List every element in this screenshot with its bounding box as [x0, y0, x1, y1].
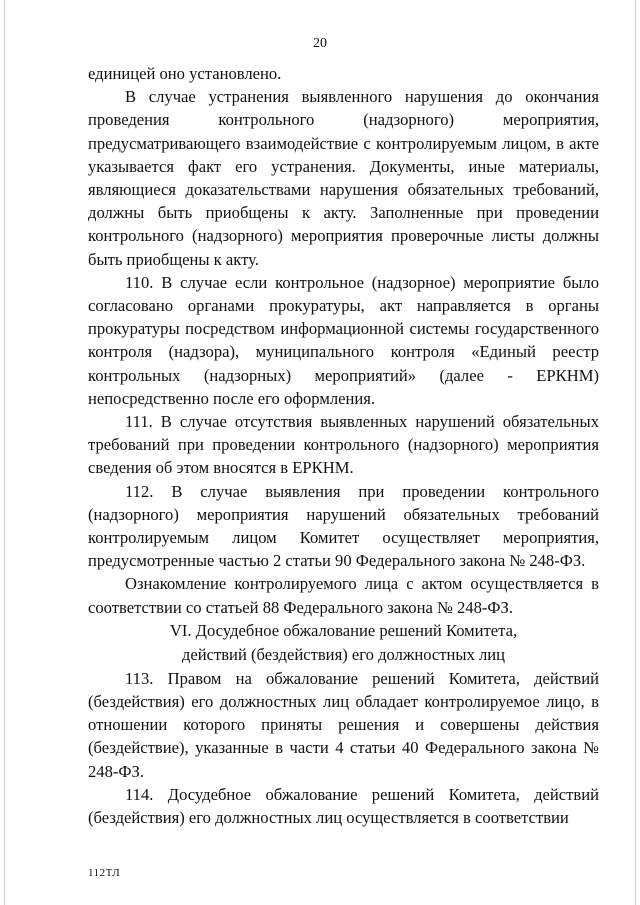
paragraph-continuation: единицей оно установлено. — [88, 64, 282, 83]
paragraph-114: 114. Досудебное обжалование решений Комитета, действий (бездействия) его должностных лиц осуществляется в соответствии — [88, 784, 599, 828]
paragraph-violation-elimination: В случае устранения выявленного нарушения до окончания проведения контрольного (надзорного) мероприятия, предусматривающего взаимодействие с контролируемым лицом, в акте указывается факт его устранения. Документы, иные материалы, являющиеся доказательствами нарушения обязательных требований, должны быть приобщены к акту. Заполненные при проведении контрольного (надзорного) мероприятия проверочные листы должны быть приобщены к акту. — [88, 87, 599, 269]
paragraph-familiarization: Ознакомление контролируемого лица с актом осуществляется в соответствии со статьей 88 Федерального закона № 248-ФЗ. — [88, 574, 599, 617]
scan-edge-right — [635, 0, 636, 905]
document-body — [88, 62, 599, 829]
page-number: 20 — [313, 36, 327, 51]
section-heading-line-1: VI. Досудебное обжалование решений Комитета, — [169, 620, 518, 640]
paragraph-111: 111. В случае отсутствия выявленных нарушений обязательных требований при проведении контрольного (надзорного) мероприятия сведения об этом вносятся в ЕРКНМ. — [88, 412, 599, 478]
section-heading — [88, 619, 599, 667]
paragraph-113: 113. Правом на обжалование решений Комитета, действий (бездействия) его должностных лиц обладает контролируемое лицо, в отношении которого приняты решения и совершены действия (бездействие), указанные в части 4 статьи 40 Федерального закона № 248-ФЗ. — [88, 668, 599, 781]
section-heading-line-2: действий (бездействия) его должностных лиц — [181, 644, 506, 664]
paragraph-110: 110. В случае если контрольное (надзорное) мероприятие было согласовано органами прокуратуры, акт направляется в органы прокуратуры посредством информационной системы государственного контроля (надзора), муниципального контроля «Единый реестр контрольных (надзорных) мероприятий» (далее - ЕРКНМ) непосредственно после его оформления. — [88, 272, 599, 408]
document-code: 112ТЛ — [88, 867, 121, 879]
scan-edge-left — [4, 0, 5, 905]
paragraph-112: 112. В случае выявления при проведении контрольного (надзорного) мероприятия нарушений обязательных требований контролируемым лицом Комитет осуществляет мероприятия, предусмотренные частью 2 статьи 90 Федерального закона № 248-ФЗ. — [88, 481, 599, 571]
